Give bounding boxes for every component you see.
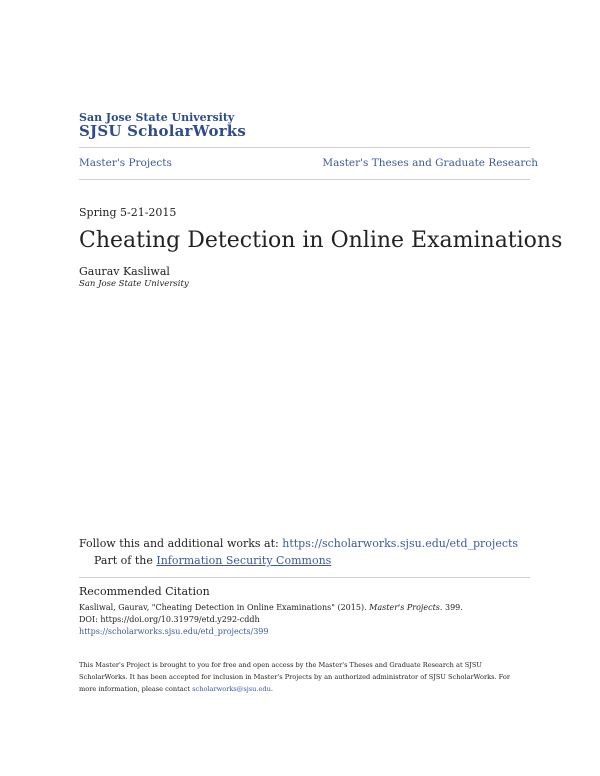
information-security-commons-link[interactable]: Information Security Commons (156, 554, 332, 567)
paper-title: Cheating Detection in Online Examinations (79, 228, 563, 253)
masters-projects-link[interactable]: Master's Projects (79, 157, 172, 169)
citation-divider (79, 577, 530, 578)
part-of-line (94, 554, 331, 567)
citation-block (79, 602, 539, 638)
citation-url-link[interactable]: https://scholarworks.sjsu.edu/etd_projects/399 (79, 627, 269, 636)
author-name: Gaurav Kasliwal (79, 265, 170, 278)
citation-heading: Recommended Citation (79, 585, 210, 598)
open-access-notice: This Master's Project is brought to you for free and open access by the Master's Theses and Graduate Research at SJSU ScholarWorks. It has been accepted for inclusion in Master's Projects by an authorized administrator of SJSU ScholarWorks. For more information, please contact scholarworks@sjsu.edu. (79, 661, 511, 693)
repository-name[interactable]: SJSU ScholarWorks (79, 122, 247, 140)
publication-date: Spring 5-21-2015 (79, 206, 177, 219)
author-affiliation: San Jose State University (79, 279, 189, 289)
citation-series: Master's Projects (369, 603, 440, 612)
contact-email-link[interactable]: scholarworks@sjsu.edu (192, 685, 271, 693)
top-divider (79, 147, 530, 148)
follow-link[interactable]: https://scholarworks.sjsu.edu/etd_projects (282, 537, 519, 550)
citation-doi: DOI: https://doi.org/10.31979/etd.y292-cddh (79, 615, 260, 624)
theses-research-link[interactable]: Master's Theses and Graduate Research (322, 157, 538, 169)
citation-text: Kasliwal, Gaurav, "Cheating Detection in Online Examinations" (2015). Master's Projects. 399. (79, 603, 463, 612)
part-of-prefix: Part of the (94, 554, 157, 567)
university-name: San Jose State University (79, 111, 235, 124)
nav-divider (79, 179, 530, 180)
follow-prefix: Follow this and additional works at: (79, 537, 283, 550)
follow-line (79, 537, 518, 550)
